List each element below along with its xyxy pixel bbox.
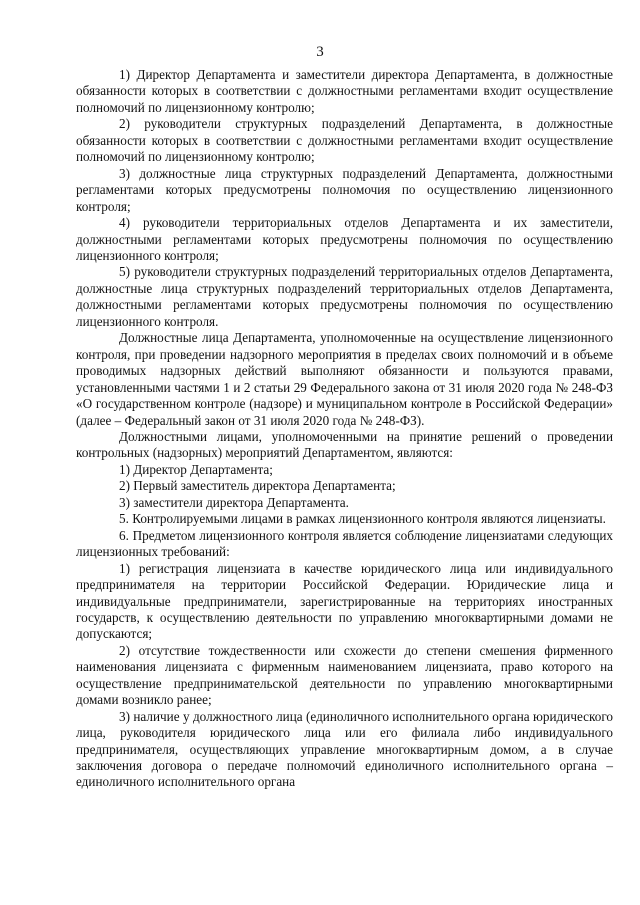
paragraph: 5. Контролируемыми лицами в рамках лицензионного контроля являются лицензиаты.	[119, 511, 606, 527]
paragraph: 6. Предметом лицензионного контроля является соблюдение лицензиатами следующих лицензионных требований:	[76, 527, 613, 560]
paragraph: 1) регистрация лицензиата в качестве юридического лица или индивидуального предпринимателя на территории Российской Федерации. Юридические лица и индивидуальные предприниматели, зарегистрированные на территориях иностранных государств, к осуществлению деятельности по управлению многоквартирными домами не допускаются;	[76, 560, 613, 642]
paragraph: 3) заместители директора Департамента.	[119, 494, 349, 510]
paragraph: 1) Директор Департамента;	[119, 461, 273, 477]
paragraph: 3) должностные лица структурных подразделений Департамента, должностными регламентами которых предусмотрены полномочия по осуществлению лицензионного контроля;	[76, 165, 613, 214]
paragraph: Должностными лицами, уполномоченными на принятие решений о проведении контрольных (надзорных) мероприятий Департаментом, являются:	[76, 428, 613, 461]
document-body	[76, 67, 613, 791]
paragraph: 4) руководители территориальных отделов Департамента и их заместители, должностными регламентами которых предусмотрены полномочия по осуществлению лицензионного контроля;	[76, 215, 613, 263]
paragraph: Должностные лица Департамента, уполномоченные на осуществление лицензионного контроля, при проведении надзорного мероприятия в пределах своих полномочий и в объеме проводимых надзорных действий выполняют обязанности и пользуются правами, установленными частями 1 и 2 статьи 29 Федерального закона от 31 июля 2020 года № 248-ФЗ «О государственном контроле (надзоре) и муниципальном контроле в Российской Федерации» (далее – Федеральный закон от 31 июля 2020 года № 248-ФЗ).	[76, 330, 613, 428]
paragraph: 2) руководители структурных подразделений Департамента, в должностные обязанности которых в соответствии с должностными регламентами входит осуществление полномочий по лицензионному контролю;	[76, 116, 613, 165]
paragraph: 3) наличие у должностного лица (единоличного исполнительного органа юридического лица, руководителя юридического лица или его филиала либо индивидуального предпринимателя, осуществляющих управление многоквартирным домом, а в случае заключения договора о передаче полномочий единоличного исполнительного органа – единоличного исполнительного органа	[76, 708, 613, 790]
paragraph: 2) Первый заместитель директора Департамента;	[119, 478, 396, 494]
paragraph: 5) руководители структурных подразделений территориальных отделов Департамента, должностные лица структурных подразделений территориальных отделов Департамента, должностными регламентами которых предусмотрены полномочия по осуществлению лицензионного контроля.	[76, 264, 613, 329]
paragraph: 2) отсутствие тождественности или схожести до степени смешения фирменного наименования лицензиата с фирменным наименованием лицензиата, право которого на осуществление предпринимательской деятельности по управлению многоквартирными домами возникло ранее;	[76, 642, 613, 708]
paragraph: 1) Директор Департамента и заместители директора Департамента, в должностные обязанности которых в соответствии с должностными регламентами входит осуществление полномочий по лицензионному контролю;	[76, 67, 613, 115]
page-number: 3	[316, 44, 324, 60]
